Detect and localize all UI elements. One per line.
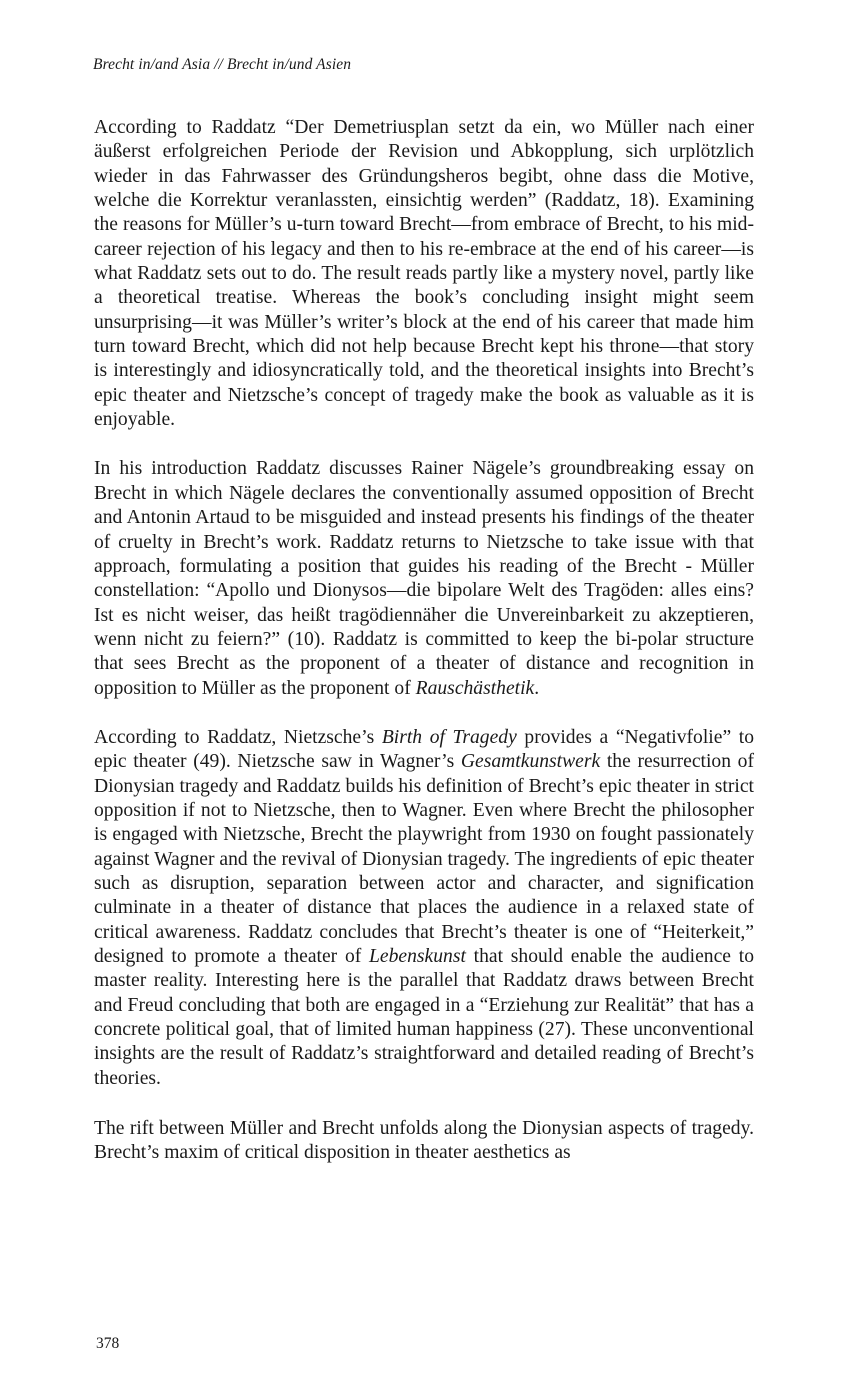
page-number: 378 bbox=[96, 1335, 120, 1352]
paragraph-3-text-a: According to Raddatz, Nietzsche’s bbox=[94, 726, 382, 748]
paragraph-3-text-c: the resurrection of Dionysian tragedy and Raddatz builds his definition of Brecht’s epic theater in strict opposition if not to Nietzsche, then to Wagner. Even where Brecht the philosopher is engaged with Nietzsche, Brecht the playwright from 1930 on fought passionately against Wagner and the revival of Dionysian tragedy. The ingredients of epic theater such as disruption, separation between actor and character, and signification culminate in a theater of distance that places the audience in a relaxed state of critical awareness. Raddatz concludes that Brecht’s theater is one of “Heiterkeit,” designed to promote a theater of bbox=[94, 751, 754, 967]
paragraph-3-italic-term: Gesamtkunstwerk bbox=[460, 751, 601, 773]
paragraph-4: The rift between Müller and Brecht unfolds along the Dionysian aspects of tragedy. Brecht’s maxim of critical disposition in theater aesthetics as bbox=[94, 1118, 754, 1164]
paragraph-3-text-d: that should enable the audience to master reality. Interesting here is the parallel that Raddatz draws between Brecht and Freud concluding that both are engaged in a “Erziehung zur Realität” that has a concrete political goal, that of limited human happiness (27). These unconventional insights are the result of Raddatz’s straightforward and detailed reading of Brecht’s theories. bbox=[94, 946, 754, 1089]
paragraph-3 bbox=[94, 726, 754, 1091]
paragraph-2 bbox=[94, 457, 754, 700]
paragraph-3-italic-title: Birth of Tragedy bbox=[381, 726, 517, 748]
paragraph-2-text: In his introduction Raddatz discusses Rainer Nägele’s groundbreaking essay on Brecht in which Nägele declares the conventionally assumed opposition of Brecht and Antonin Artaud to be misguided and instead presents his findings of the theater of cruelty in Brecht’s work. Raddatz returns to Nietzsche to take issue with that approach, formulating a position that guides his reading of the Brecht - Müller constellation: “Apollo und Dionysos—die bipolare Welt des Tragöden: alles eins? Ist es nicht weiser, das heißt tragödiennäher die Unvereinbarkeit zu akzeptieren, wenn nicht zu feiern?” (10). Raddatz is committed to keep the bi-polar structure that sees Brecht as the proponent of a theater of distance and recognition in opposition to Müller as the proponent of bbox=[94, 458, 754, 699]
running-header: Brecht in/and Asia // Brecht in/und Asien bbox=[93, 56, 352, 73]
paragraph-2-end: . bbox=[534, 677, 540, 699]
paragraph-3-text-b: provides a “Negativfolie” to epic theater (49). Nietzsche saw in Wagner’s bbox=[94, 726, 754, 773]
body-text bbox=[94, 116, 754, 1166]
paragraph-3-italic-term-2: Lebenskunst bbox=[369, 946, 466, 967]
paragraph-1: According to Raddatz “Der Demetriusplan setzt da ein, wo Müller nach einer äußerst erfolgreichen Periode der Revision und Abkopplung, sich urplötzlich wieder in das Fahrwasser des Gründungsheros begibt, ohne dass die Motive, welche die Korrektur veranlassten, einsichtig werden” (Raddatz, 18). Examining the reasons for Müller’s u-turn toward Brecht—from embrace of Brecht, to his mid-career rejection of his legacy and then to his re-embrace at the end of his career—is what Raddatz sets out to do. The result reads partly like a mystery novel, partly like a theoretical treatise. Whereas the book’s concluding insight might seem unsurprising—it was Müller’s writer’s block at the end of his career that made him turn toward Brecht, which did not help because Brecht kept his throne—that story is interestingly and idiosyncratically told, and the theoretical insights into Brecht’s epic theater and Nietzsche’s concept of tragedy make the book as valuable as it is enjoyable. bbox=[94, 117, 754, 431]
paragraph-2-italic: Rauschästhetik bbox=[415, 677, 535, 699]
